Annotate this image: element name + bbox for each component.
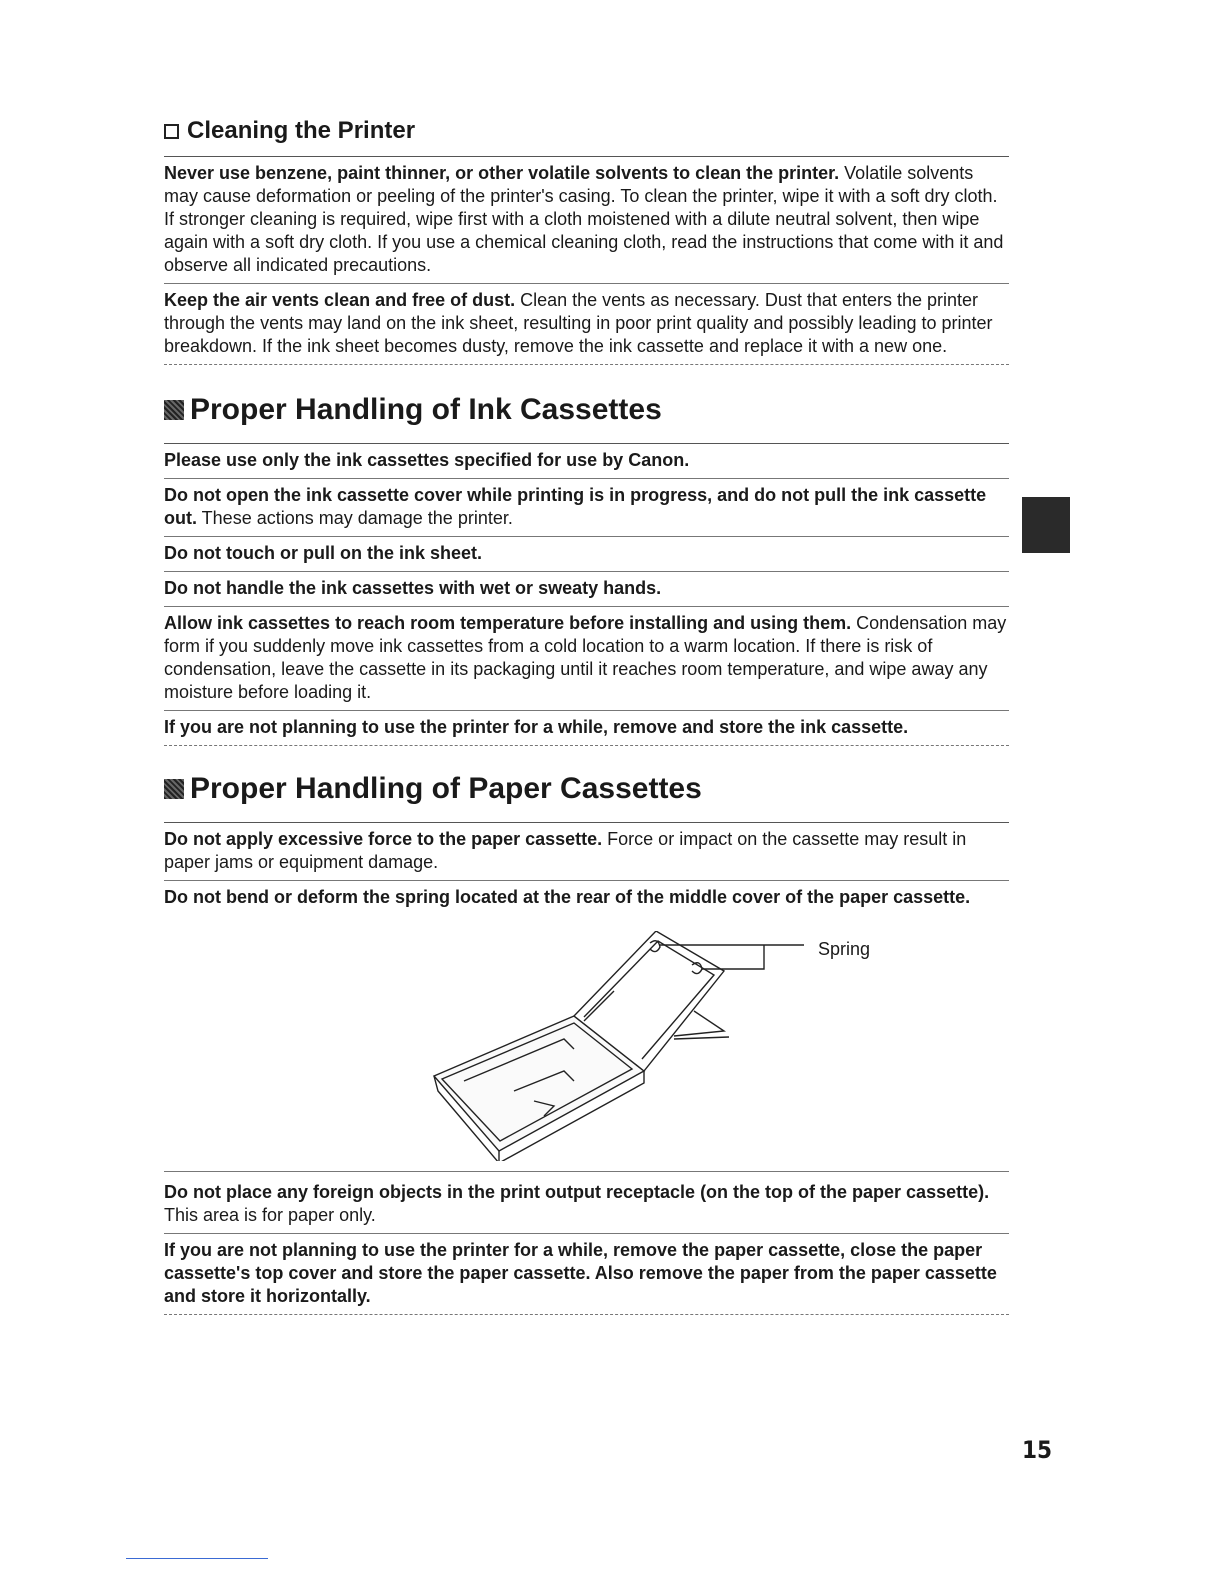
item-text: Volatile solvents may cause deformation or peeling of the printer's casing. To clean the printer, wipe it with a soft dry cloth. If stronger cleaning is required, wipe first with a cloth moistened with a dilute neutral solvent, then wipe again with a soft dry cloth. If you use a chemical cleaning cloth, read the instructions that come with it and observe all indicated precautions. bbox=[164, 163, 1004, 275]
ink-item-0 bbox=[164, 444, 1009, 479]
ink-item-4 bbox=[164, 607, 1009, 711]
item-bold-text: If you are not planning to use the printer for a while, remove and store the ink cassette. bbox=[164, 717, 909, 737]
page-content bbox=[164, 112, 1009, 1315]
item-text: Condensation may form if you suddenly move ink cassettes from a cold location to a warm location. If there is risk of condensation, leave the cassette in its packaging until it reaches room temperature, and wipe away any moisture before loading it. bbox=[164, 613, 1007, 702]
ink-item-3 bbox=[164, 572, 1009, 607]
item-bold-text: Do not place any foreign objects in the print output receptacle (on the top of the paper cassette). bbox=[164, 1182, 990, 1202]
square-bullet-icon bbox=[164, 400, 184, 420]
cleaning-heading bbox=[164, 112, 1009, 150]
cleaning-item-0 bbox=[164, 157, 1009, 284]
checkbox-bullet-icon bbox=[164, 124, 179, 139]
ink-title: Proper Handling of Ink Cassettes bbox=[190, 393, 662, 426]
ink-heading bbox=[164, 383, 1009, 437]
item-bold-text: Do not open the ink cassette cover while printing is in progress, and do not pull the ink cassette out. bbox=[164, 485, 987, 528]
item-text: This area is for paper only. bbox=[164, 1205, 376, 1225]
item-bold-text: Do not bend or deform the spring located at the rear of the middle cover of the paper cassette. bbox=[164, 887, 971, 907]
item-text: These actions may damage the printer. bbox=[197, 508, 513, 528]
paper-title: Proper Handling of Paper Cassettes bbox=[190, 772, 702, 805]
page-number: 15 bbox=[1022, 1436, 1053, 1464]
cleaning-title: Cleaning the Printer bbox=[187, 117, 416, 144]
paper-item-3 bbox=[164, 1234, 1009, 1315]
item-bold-text: Keep the air vents clean and free of dust. bbox=[164, 290, 516, 310]
ink-item-1 bbox=[164, 479, 1009, 537]
item-bold-text: Do not apply excessive force to the paper cassette. bbox=[164, 829, 603, 849]
ink-item-5 bbox=[164, 711, 1009, 746]
ink-item-2 bbox=[164, 537, 1009, 572]
item-bold-text: Do not handle the ink cassettes with wet or sweaty hands. bbox=[164, 578, 662, 598]
spring-label: Spring bbox=[818, 939, 871, 959]
paper-item-0 bbox=[164, 823, 1009, 881]
item-bold-text: Do not touch or pull on the ink sheet. bbox=[164, 543, 482, 563]
paper-item-1 bbox=[164, 881, 1009, 915]
item-bold-text: Allow ink cassettes to reach room temperature before installing and using them. bbox=[164, 613, 852, 633]
paper-cassette-figure bbox=[164, 921, 1009, 1172]
cleaning-item-1 bbox=[164, 284, 1009, 365]
square-bullet-icon bbox=[164, 779, 184, 799]
paper-item-2 bbox=[164, 1176, 1009, 1234]
item-text: Force or impact on the cassette may result in paper jams or equipment damage. bbox=[164, 829, 967, 872]
item-text: Clean the vents as necessary. Dust that enters the printer through the vents may land on the ink sheet, resulting in poor print quality and possibly leading to printer breakdown. If the ink sheet becomes dusty, remove the ink cassette and replace it with a new one. bbox=[164, 290, 993, 356]
paper-heading bbox=[164, 762, 1009, 816]
item-bold-text: Never use benzene, paint thinner, or other volatile solvents to clean the printer. bbox=[164, 163, 840, 183]
section-thumb-tab bbox=[1022, 497, 1070, 553]
item-bold-text: If you are not planning to use the printer for a while, remove the paper cassette, close the paper cassette's top cover and store the paper cassette. Also remove the paper from the paper cassette and store it horizontally. bbox=[164, 1240, 997, 1306]
bottom-line bbox=[126, 1558, 268, 1559]
item-bold-text: Please use only the ink cassettes specified for use by Canon. bbox=[164, 450, 690, 470]
paper-cassette-illustration bbox=[424, 931, 804, 1161]
